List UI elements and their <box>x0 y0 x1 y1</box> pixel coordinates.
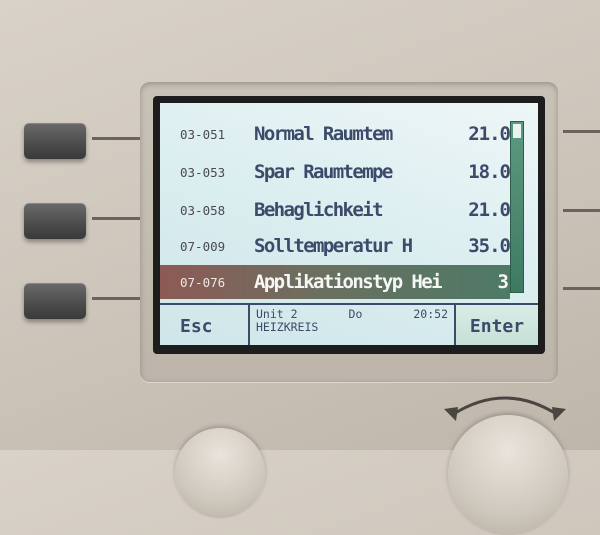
menu-row[interactable] <box>160 193 512 227</box>
parameter-label: Solltemperatur H <box>254 235 412 257</box>
parameter-label: Spar Raumtempe <box>254 161 392 183</box>
scrollbar-thumb[interactable] <box>513 124 521 138</box>
button-indicator-line <box>92 137 144 140</box>
parameter-code: 03-053 <box>180 164 226 180</box>
parameter-value: 35.0 <box>468 235 510 257</box>
parameter-label: Applikationstyp Hei <box>254 271 441 293</box>
menu-row[interactable] <box>160 229 512 263</box>
parameter-value: 21.0 <box>468 199 510 221</box>
menu-row-selected[interactable] <box>160 265 510 299</box>
menu-row[interactable] <box>160 117 512 151</box>
circuit-label: HEIZKREIS <box>256 320 319 334</box>
lcd-screen <box>160 103 538 345</box>
parameter-value: 3 <box>497 271 508 293</box>
button-indicator-line <box>563 287 600 290</box>
softkey-button-3[interactable] <box>24 283 86 319</box>
parameter-label: Behaglichkeit <box>254 199 382 221</box>
time-label: 20:52 <box>413 307 448 321</box>
parameter-label: Normal Raumtem <box>254 123 392 145</box>
softkey-bar <box>160 303 538 345</box>
parameter-code: 03-051 <box>180 126 226 142</box>
softkey-button-1[interactable] <box>24 123 86 159</box>
enter-softkey[interactable]: Enter <box>454 305 538 345</box>
button-indicator-line <box>563 209 600 212</box>
parameter-value: 18.0 <box>468 161 510 183</box>
unit-label: Unit 2 <box>256 307 298 321</box>
softkey-button-2[interactable] <box>24 203 86 239</box>
button-indicator-line <box>563 130 600 133</box>
parameter-code: 07-009 <box>180 238 226 254</box>
scrollbar[interactable] <box>510 121 524 293</box>
menu-row[interactable] <box>160 155 512 189</box>
button-indicator-line <box>92 297 144 300</box>
rotate-arrow-icon <box>440 385 570 425</box>
esc-softkey[interactable]: Esc <box>160 305 250 345</box>
parameter-value: 21.0 <box>468 123 510 145</box>
parameter-code: 03-058 <box>180 202 226 218</box>
parameter-code: 07-076 <box>180 274 226 290</box>
status-area <box>250 305 454 345</box>
day-label: Do <box>348 307 363 321</box>
rotary-knob[interactable] <box>448 415 568 535</box>
button-indicator-line <box>92 217 144 220</box>
left-knob[interactable] <box>175 428 265 518</box>
